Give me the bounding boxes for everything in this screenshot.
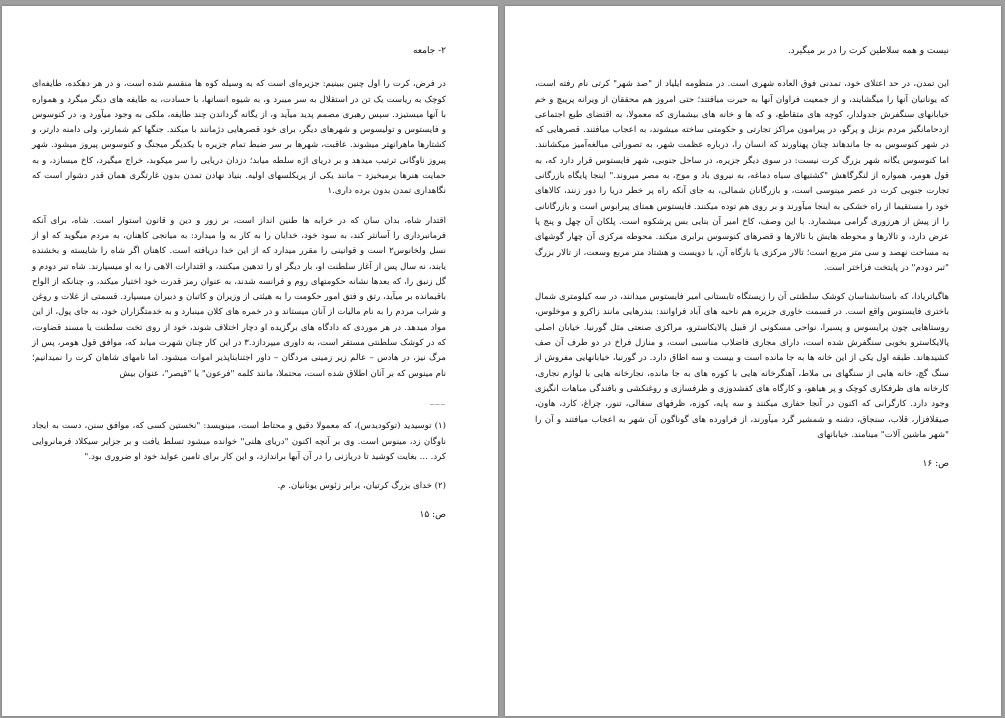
left-page	[2, 6, 498, 716]
body-paragraph: اقتدار شاه، بدان سان که در خرابه ها طنین انداز است، بر زور و دین و قانون استوار است. شاه، برای آنکه فرمانبرداری را آسانتر کند، به سود خود، خدایان را به کار به وا میدارد: به میانجی کاهنان، به مردم میگوید که او از نسل ولخانوس۲ است و قوانینی را مقرر میدارد که از این خدا دریافته است. کاهنان اگر شاه را شایسته و بخشنده یابند، نه سال پس از آغاز سلطنت او، بار دیگر او را تدهین میکنند، و اقتدارات الاهی را به او میسپارند. شاه تبر دودم و گل زنبق را، که بعدها نشانه حکومتهای روم و فرانسه شدند، به عنوان رمز قدرت خود اختیار میکند، و، چنانکه از الواح باقیمانده بر میآید، رتق و فتق امور حکومت را به هیئتی از وزیران و کاتبان و دبیران میسپارد. قسمتی از غلات و روغن و شراب مردم را به نام مالیات از آنان میستاند و در خمره های کلان مینبارد و به خدمتگزاران خود، به جای پول، از این مواد میدهد. در هر موردی که دادگاه های برگزیده او دچار اختلاف شوند، خود از روی تخت سلطنت یا مسند قضاوت، که در کوشک سلطنتی مستقر است، به داوری میپردازد.۳ در این کار چنان شهرت میابد که، موافق قول هومر، پس از مرگ نیز، در هادس – عالم زیر زمینی مردگان – داور اجتنابناپذیر اموات میشود. اما نامهای شاهان کرت را نمیدانیم؛ نام مینوس که بر آنان اطلاق شده است، محتملا، مانند کلمه "فرعون" یا "قیصر"، عنوان بیش	[32, 215, 447, 379]
footnote: (۲) خدای بزرگ کرتیان، برابر زئوس یونانیان. م.	[277, 481, 446, 492]
footnote-separator: ___	[430, 395, 446, 406]
chapter-header: ۲- جامعه	[412, 46, 446, 56]
body-paragraph: این تمدن، در حد اعتلای خود، تمدنی فوق العاده شهری است. در منظومه ایلیاد از "صد شهر" کرتی نام رفته است، که یونانیان آنها را میگشایند، و از جمعیت فراوان آنها به حیرت میافتند؛ حتی امروز هم محققان از ویرانه پرپیچ و خم خیابانهای سنگفرش جدولدار، کوچه های متقاطع، و که ها و خانه های بیشماری که معمولا، به اقتضای طبع اجتماعی ازدحامانگیز مردم بزنل و پرگو، در پیرامون مراکز تجارتی و حکومتی ساخته میشوند، به اعجاب میافتند. قصرهایی که در شهر کنوسوس به جا ماندهاند چنان پهناورند که انسان را، درباره عظمت شهر، به تصوراتی مبالغه‌آمیز میکشانند. اما کنوسوس یگانه شهر بزرگ کرت نیست: در سوی دیگر جزیره، در ساحل جنوبی، شهر فایستوس قرار دارد که، به قول هومر، همواره از لنگرگاهش "کشتیهای سیاه دماغه، به نیروی باد و موج، به مصر میروند." اینجا پایگاه بازرگانی تجارت جنوبی کرت در عصر مینوسی است، و بازرگانان شمالی، به جای آنکه راه پر خطر دریا را دور زنند، کالاهای خود را مستقیما از راه خشکی به اینجا میآورند و بر روی هم توده میکنند. فایستوس همتای پیرابوس است و بازرگانانی را از پیش از هرزوری گرامی میشمارد. با این وصف، کاخ امیر آن بنایی بس پرشکوه است. پلکان آن چهل و پنج پا عرض دارد، و تالارها و محوطه هایش با تالارها و قصرهای کنوسوس برابری میکند. محوطه مرکزی آن چهار گوشهای به مساحت نهصد و سی متر مربع است؛ تالار مرکزی یا بارگاه آن، با دویست و هشتاد متر مربع وسعت، از تالار بزرگ "تبر دودم" در پایتخت فراختر است.	[535, 79, 949, 273]
left-page-content	[2, 6, 498, 716]
page-number: ص: ۱۵	[419, 510, 446, 521]
continuation-line: نیست و همه سلاطین کرت را در بر میگیرد.	[787, 46, 949, 56]
body-paragraph: هاگیاتریادا، که باستانشناسان کوشک سلطنتی آن را زیستگاه تابستانی امیر فایستوس میدانند، در سه کیلومتری شمال باختری فایستوس واقع است. در قسمت خاوری جزیره هم ناحیه های آباد فراوانند: بندرهایی مانند زاکرو و موخلوس، روستاهایی چون پرایسوس و پسیرا، نواحی مسکونی از قبیل پالایکاسترو، مراکزی صنعتی مثل گورنیا. خیابان اصلی پالایکاسترو بخوبی سنگفرش شده است، دارای مجاری فاضلاب مناسبی است، و منازل فراخ در دو طرف آن صف کشیدهاند. طبقه اول یکی از این خانه ها به جا مانده است و بیست و سه اطاق دارد. در گورنیا، خیابانهایی مفروش از سنگ گچ، خانه هایی از سنگهای بی ملاط، آهنگرخانه هایی با کوره های به جا مانده، نجارخانه هایی با لوازم نجاری، کارخانه های ظرفکاری کوچک و پر هیاهو، و کارگاه های کفشدوزی و ظرفسازی و روغنکشی و بافندگی مباهات انگیزی وجود دارد. کارگرانی که اکنون در آنجا حفاری میکنند و سه پایه، کوزه، ظرفهای سفالی، تنور، چراغ، کارد، هاون، صیقلافزار، قلاب، سنجاق، دشنه و شمشیر گرد میآورند، از فراورده های گوناگون آن شهر به اعجاب میافتند و آن را "شهر ماشین آلات" مینامند. خیابانهای	[535, 292, 949, 440]
right-page-content	[505, 6, 1001, 716]
footnote: (۱) توسیدید (توکودیدس)، که معمولا دقیق و محتاط است، مینویسد: "نخستین کسی که، موافق سنن، دست به ایجاد ناوگان زد، مینوس است. وی بر آنچه اکنون "دریای هلنی" خوانده میشود تسلط یافت و بر جزایر سیکلاد فرمانروایی کرد. ... بغایت کوشید تا دریازنی را در آن آبها براندازد، و این کار برای تامین عواید خود او ضروری بود."	[32, 421, 446, 462]
body-paragraph: در فرض، کرت را اول چنین ببینیم: جزیره‌ای است که به وسیله کوه ها منقسم شده است، و در هر دهکده، طایفه‌ای کوچک به ریاست یک تن در استقلال به سر میبرد و، به شیوه انسانها، با حسادت، به طایفه های دیگر میگرد و همواره با آنها میستیزد. سپس رهبری مصمم پدید میآید و، از یگانه گرداندن چند طایفه، ملکی به وجود میآورد و، در کنوسوس و فایستوس و تولیسوس و شهرهای دیگر، برای خود قصرهایی دژمانند با میکند. جنگها کم شمارتر، ولی دامنه دارتر، و کشتارها ماهرانهتر میشوند. عاقبت، شهرها بر سر ضبط تمام جزیره با یکدیگر میجنگ و کنوسوس پیروز میشود. شهر پیروز ناوگانی ترتیب میدهد و بر دریای اژه سلطه میابد؛ دزدان دریایی را سر میکوبد، خراج میگیرد، کاخ میسازد، و به حمایت هنرها برمیخیزد – مانند یکی از پریکلسهای اولیه. بنیاد نهادن تمدن بدون غارتگری همان قدر دشوار است که نگاهداری تمدن بدون برده داری.۱	[32, 79, 446, 197]
page-number: ص: ۱۶	[922, 459, 949, 470]
right-page	[505, 6, 1001, 716]
